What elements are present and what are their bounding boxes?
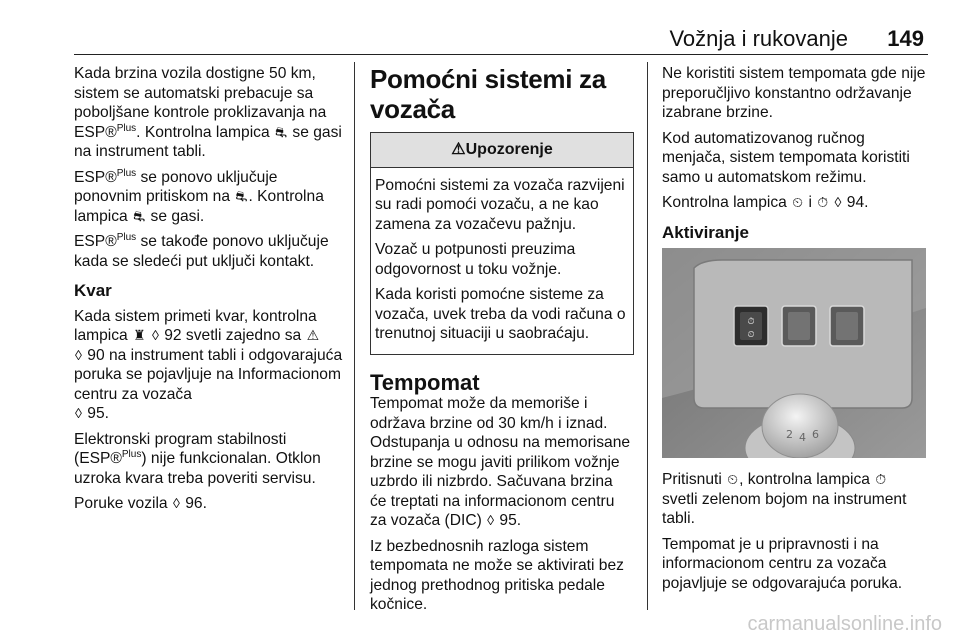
paragraph-esp-ignition: ESP®$^{Plus}$ se takođe ponovo uključuje kada se sledeći put uključi kontakt. xyxy=(74,232,329,270)
column-2 xyxy=(370,64,632,621)
warning-paragraph: Pomoćni sistemi za vozača razvijeni su radi pomoći vozaču, a ne kao zamena za vozačevu pažnju. xyxy=(375,176,625,233)
warning-box xyxy=(370,132,634,355)
dashboard-switches-photo xyxy=(662,248,926,458)
column-1 xyxy=(74,64,344,520)
cruise-control-icon: ⏲ xyxy=(727,471,739,487)
paragraph-press-button: Pritisnuti ⏲, kontrolna lampica ⏱ svetli zelenom bojom na instrument tabli. xyxy=(662,471,907,527)
blank-switch-inner xyxy=(788,312,810,340)
gear-digit: 4 xyxy=(799,431,806,444)
chapter-title: Vožnja i rukovanje xyxy=(669,26,848,51)
steering-lamp-icon: ⚠ xyxy=(306,327,320,343)
reference-arrow-icon: ◊ xyxy=(487,512,495,528)
cruise-control-icon: ⏲ xyxy=(747,330,755,340)
paragraph-vehicle-messages: Poruke vozila ◊ 96. xyxy=(74,495,207,512)
heading-driver-assistance: Pomoćni sistemi za vozača xyxy=(370,64,606,124)
cruise-control-icon: ⏲ xyxy=(792,194,804,210)
heading-kvar: Kvar xyxy=(74,281,112,300)
paragraph-not-recommended: Ne koristiti sistem tempomata gde nije preporučljivo konstantno održavanje izabrane brzine. xyxy=(662,65,926,121)
cruise-control-icon: ⏱ xyxy=(747,317,755,327)
watermark: carmanualsonline.info xyxy=(747,613,942,635)
esp-off-button-icon: ⛐ xyxy=(235,188,248,204)
paragraph-standby: Tempomat je u pripravnosti i na informacionom centru za vozača pojavljuje se odgovarajuća poruka. xyxy=(662,535,903,592)
warning-paragraph: Kada koristi pomoćne sisteme za vozača, uvek treba da vodi računa o trenutnoj situaciji u saobraćaju. xyxy=(375,286,626,342)
heading-tempomat: Tempomat xyxy=(370,369,480,395)
header-rule xyxy=(74,54,928,55)
reference-arrow-icon: ◊ xyxy=(75,405,82,421)
gear-knob xyxy=(762,394,838,458)
page-number: 149 xyxy=(887,26,924,51)
cruise-control-active-icon: ⏱ xyxy=(875,471,887,487)
warning-header xyxy=(371,133,633,168)
page-header xyxy=(74,24,928,54)
warning-triangle-icon: ⚠ xyxy=(451,141,466,158)
esp-warning-lamp-icon: ♜ xyxy=(133,327,146,343)
paragraph-esp-reactivate: ESP®$^{Plus}$ se ponovo uključuje ponovnim pritiskom na ⛐. Kontrolna lampica ⛐ se gasi. xyxy=(74,167,324,225)
warning-title: Upozorenje xyxy=(465,141,553,158)
reference-arrow-icon: ◊ xyxy=(151,327,159,343)
paragraph-esp-auto: Kada brzina vozila dostigne 50 km, sistem se automatski prebacuje sa poboljšane kontrole proklizavanja na ESP®$^{Plus}$. Kontrolna lampica ⛐ se gasi na instrument tabli. xyxy=(74,65,342,160)
paragraph-tempomat-speeds: Tempomat može da memoriše i održava brzine od 30 km/h i iznad. Odstupanja u odnosu na memorisane brzine se mogu javiti prilikom vožnje uzbrdo ili nizbrdo. Sačuvana brzina će treptati na informacionom centru za vozača (DIC) ◊ 95. xyxy=(370,395,631,529)
paragraph-control-lamps: Kontrolna lampica ⏲ i ⏱ ◊ 94. xyxy=(662,194,869,211)
paragraph-esp-not-functional: Elektronski program stabilnosti (ESP®$^{Plus}$) nije funkcionalan. Otklon uzroka kvara treba poveriti servisu. xyxy=(74,430,321,487)
blank-switch-inner xyxy=(836,312,858,340)
heading-aktiviranje: Aktiviranje xyxy=(662,222,749,242)
gear-digit: 2 xyxy=(786,428,793,441)
reference-arrow-icon: ◊ xyxy=(75,346,82,363)
column-3 xyxy=(662,64,926,599)
cruise-control-active-icon: ⏱ xyxy=(817,194,829,210)
column-divider-1 xyxy=(354,62,355,610)
warning-paragraph: Vozač u potpunosti preuzima odgovornost u toku vožnje. xyxy=(375,241,576,278)
warning-body xyxy=(371,168,633,354)
esp-off-lamp-icon: ⛐ xyxy=(274,123,288,140)
reference-arrow-icon: ◊ xyxy=(172,495,180,511)
paragraph-automated-gearbox: Kod automatizovanog ručnog menjača, sistem tempomata koristiti samo u automatskom režimu. xyxy=(662,129,910,186)
reference-arrow-icon: ◊ xyxy=(834,194,842,210)
column-divider-2 xyxy=(647,62,648,610)
paragraph-fault: Kada sistem primeti kvar, kontrolna lampica ♜ ◊ 92 svetli zajedno sa ⚠ ◊ 90 na instrument tabli i odgovarajuća poruka se pojavljuje na Informacionom centru za vozača ◊ 95. xyxy=(74,307,343,422)
gear-digit: 6 xyxy=(812,428,819,441)
esp-off-lamp-icon: ⛐ xyxy=(133,207,146,224)
paragraph-tempomat-safety: Iz bezbednosnih razloga sistem tempomata ne može se aktivirati bez jednog prethodnog pritiska pedale kočnice. xyxy=(370,537,624,613)
